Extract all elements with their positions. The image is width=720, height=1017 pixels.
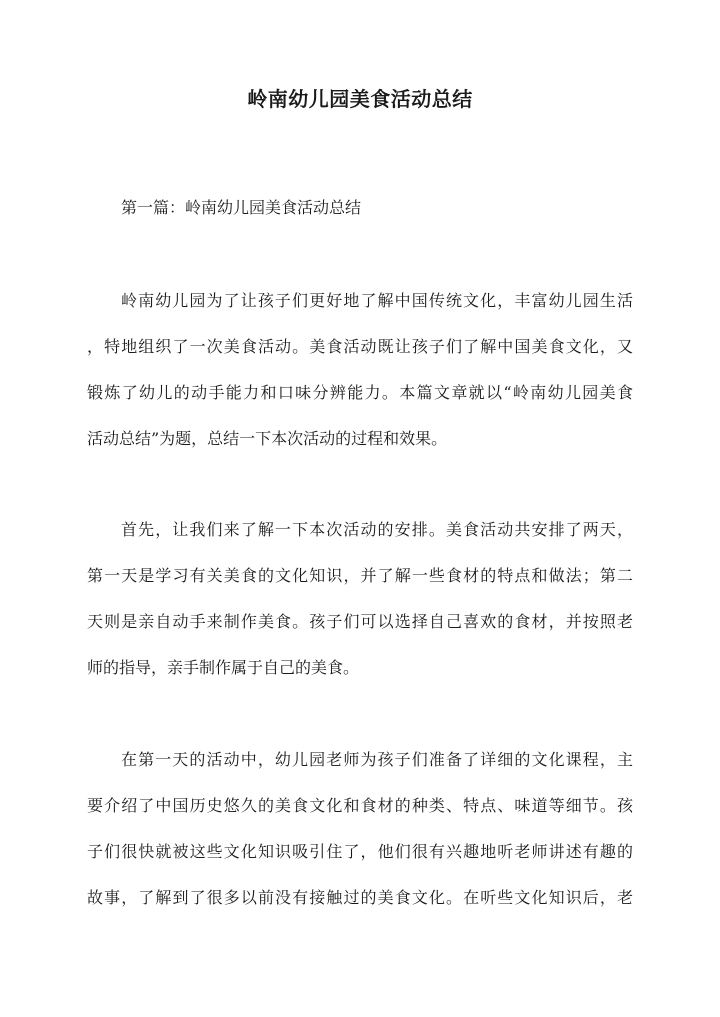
paragraph-1-line-1: 岭南幼儿园为了让孩子们更好地了解中国传统文化，丰富幼儿园生活 xyxy=(121,291,633,310)
paragraph-1-line-4: 活动总结”为题，总结一下本次活动的过程和效果。 xyxy=(87,429,448,448)
paragraph-1-line-3: 锻炼了幼儿的动手能力和口味分辨能力。本篇文章就以“岭南幼儿园美食 xyxy=(87,383,633,402)
paragraph-3-line-1: 在第一天的活动中，幼儿园老师为孩子们准备了详细的文化课程，主 xyxy=(121,750,633,769)
paragraph-3-line-2: 要介绍了中国历史悠久的美食文化和食材的种类、特点、味道等细节。孩 xyxy=(87,796,633,815)
paragraph-1-line-2: ，特地组织了一次美食活动。美食活动既让孩子们了解中国美食文化，又 xyxy=(87,337,633,356)
paragraph-3-line-4: 故事，了解到了很多以前没有接触过的美食文化。在听些文化知识后，老 xyxy=(87,888,633,907)
paragraph-3-line-3: 子们很快就被这些文化知识吸引住了，他们很有兴趣地听老师讲述有趣的 xyxy=(87,842,633,861)
document-title: 岭南幼儿园美食活动总结 xyxy=(247,87,473,111)
section-heading: 第一篇：岭南幼儿园美食活动总结 xyxy=(121,198,362,217)
paragraph-2-line-3: 天则是亲自动手来制作美食。孩子们可以选择自己喜欢的食材，并按照老 xyxy=(87,612,633,631)
paragraph-2-line-4: 师的指导，亲手制作属于自己的美食。 xyxy=(87,658,360,677)
paragraph-2-line-2: 第一天是学习有关美食的文化知识，并了解一些食材的特点和做法；第二 xyxy=(87,566,633,585)
paragraph-2-line-1: 首先，让我们来了解一下本次活动的安排。美食活动共安排了两天， xyxy=(121,520,633,539)
